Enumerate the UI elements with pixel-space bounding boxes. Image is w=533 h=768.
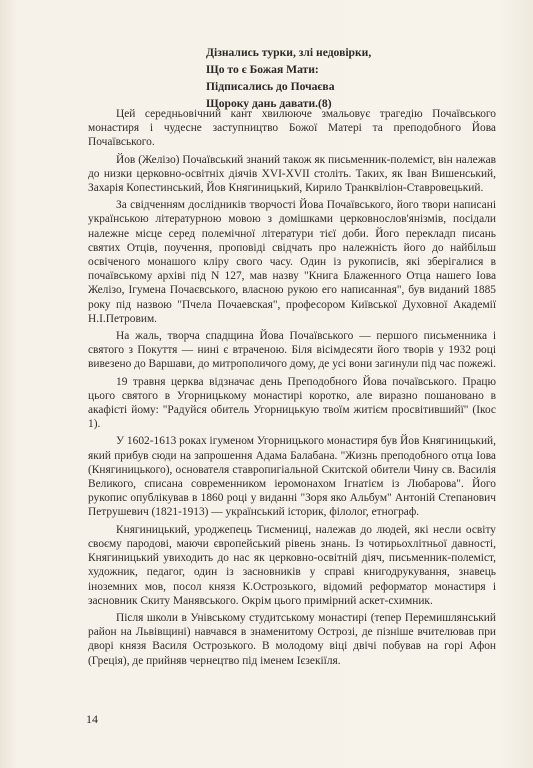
- paragraph: Княгиницький, уроджепець Тисмениці, належав до людей, які несли освіту своєму пародові, маючи європейський рівень знань. Із чотирьохлітньої давності, Княгиницький увиходить до нас як церковно-освітній діяч, письменник-полеміст, художник, педагог, один із засновників у справі книгодрукування, знавець іноземних мов, посол князя К.Острозького, відомий реформатор монастиря і засновник Скиту Манявського. Окрім цього примірний аскет-схимник.: [88, 523, 496, 607]
- paragraph: Цей середньовічний кант хвилююче змальовує трагедію Почаївського монастиря і чудесне заступництво Божої Матері та преподобного Йова Почаївського.: [88, 108, 496, 149]
- verse-line: Щороку дань давати.(8): [206, 97, 332, 110]
- paragraph: Після школи в Унівському студитському монастирі (тепер Перемишлянський район на Львівщині) навчався в знаменитому Острозі, де пізніше вчителював при дворі князя Василя Острозького. В молодому віці двічі побував на горі Афон (Греція), де прийняв чернецтво під іменем Ієзекіїля.: [88, 611, 496, 667]
- verse-line: Підписались до Почаєва: [206, 80, 335, 93]
- body-text: [88, 107, 496, 671]
- paragraph: Йов (Желізо) Почаївський знаний також як письменник-полеміст, він належав до низки церковно-освітніх діячів XVI-XVII століть. Таких, як Іван Вишенський, Захарія Копестинський, Йов Княгиницький, Кирило Транквіліон-Ставровецький.: [88, 153, 496, 195]
- verse-block: [206, 44, 371, 112]
- paragraph: За свідченням дослідників творчості Йова Почаївського, його твори написані українською літературною мовою з домішками церковнослов'янізмів, посідали належне місце серед полемічної літератури тієї доби. Його перекладп писань святих Отців, поучення, проповіді свідчать про належність його до найбільш освіченого монашого кліру свого часу. Один із рукописів, які зберігалися в почаївському архіві під N 127, мав назву "Книга Блаженного Отца нашего Іова Желізо, Ігумена Почаєвського, власною рукою его написанная", був виданий 1885 року під назвою "Пчела Почаевская", професором Київської Духовної Академії Н.І.Петровим.: [88, 199, 496, 325]
- paragraph: У 1602-1613 роках ігуменом Угорницького монастиря був Йов Княгиницький, який прибув сюди на запрошення Адама Балабана. "Жизнь преподобного отца Іова (Княгиницького), основателя ставропигіальной Скитской обители Чину св. Василія Великого, списана современником іеромонахом Ігнатієм із Любарова". Його рукопис опублікував в 1860 році у виданні "Зоря яко Альбум" Антоній Степанович Петрушевич (1821-1913) — український історик, філолог, етнограф.: [88, 435, 496, 519]
- verse-line: Що то є Божая Мати:: [206, 63, 319, 76]
- page-number: 14: [86, 712, 98, 726]
- paragraph: На жаль, творча спадщина Йова Почаївського — першого письменника і святого з Покуття — нині є втраченою. Біля вісімдесяти його творів у 1932 році вивезено до Варшави, до митрополичого дому, де усі вони загинули під час пожежі.: [88, 330, 497, 371]
- verse-line: Дізнались турки, злі недовірки,: [206, 46, 372, 59]
- paragraph: 19 травня церква відзначає день Преподобного Йова почаївського. Працю цього святого в Угорницькому монастирі коротко, але виразно пошановано в акафісті йому: "Радуйся обитель Угорницькую твоїм житієм просвітившийї" (Ікос 1).: [88, 375, 496, 431]
